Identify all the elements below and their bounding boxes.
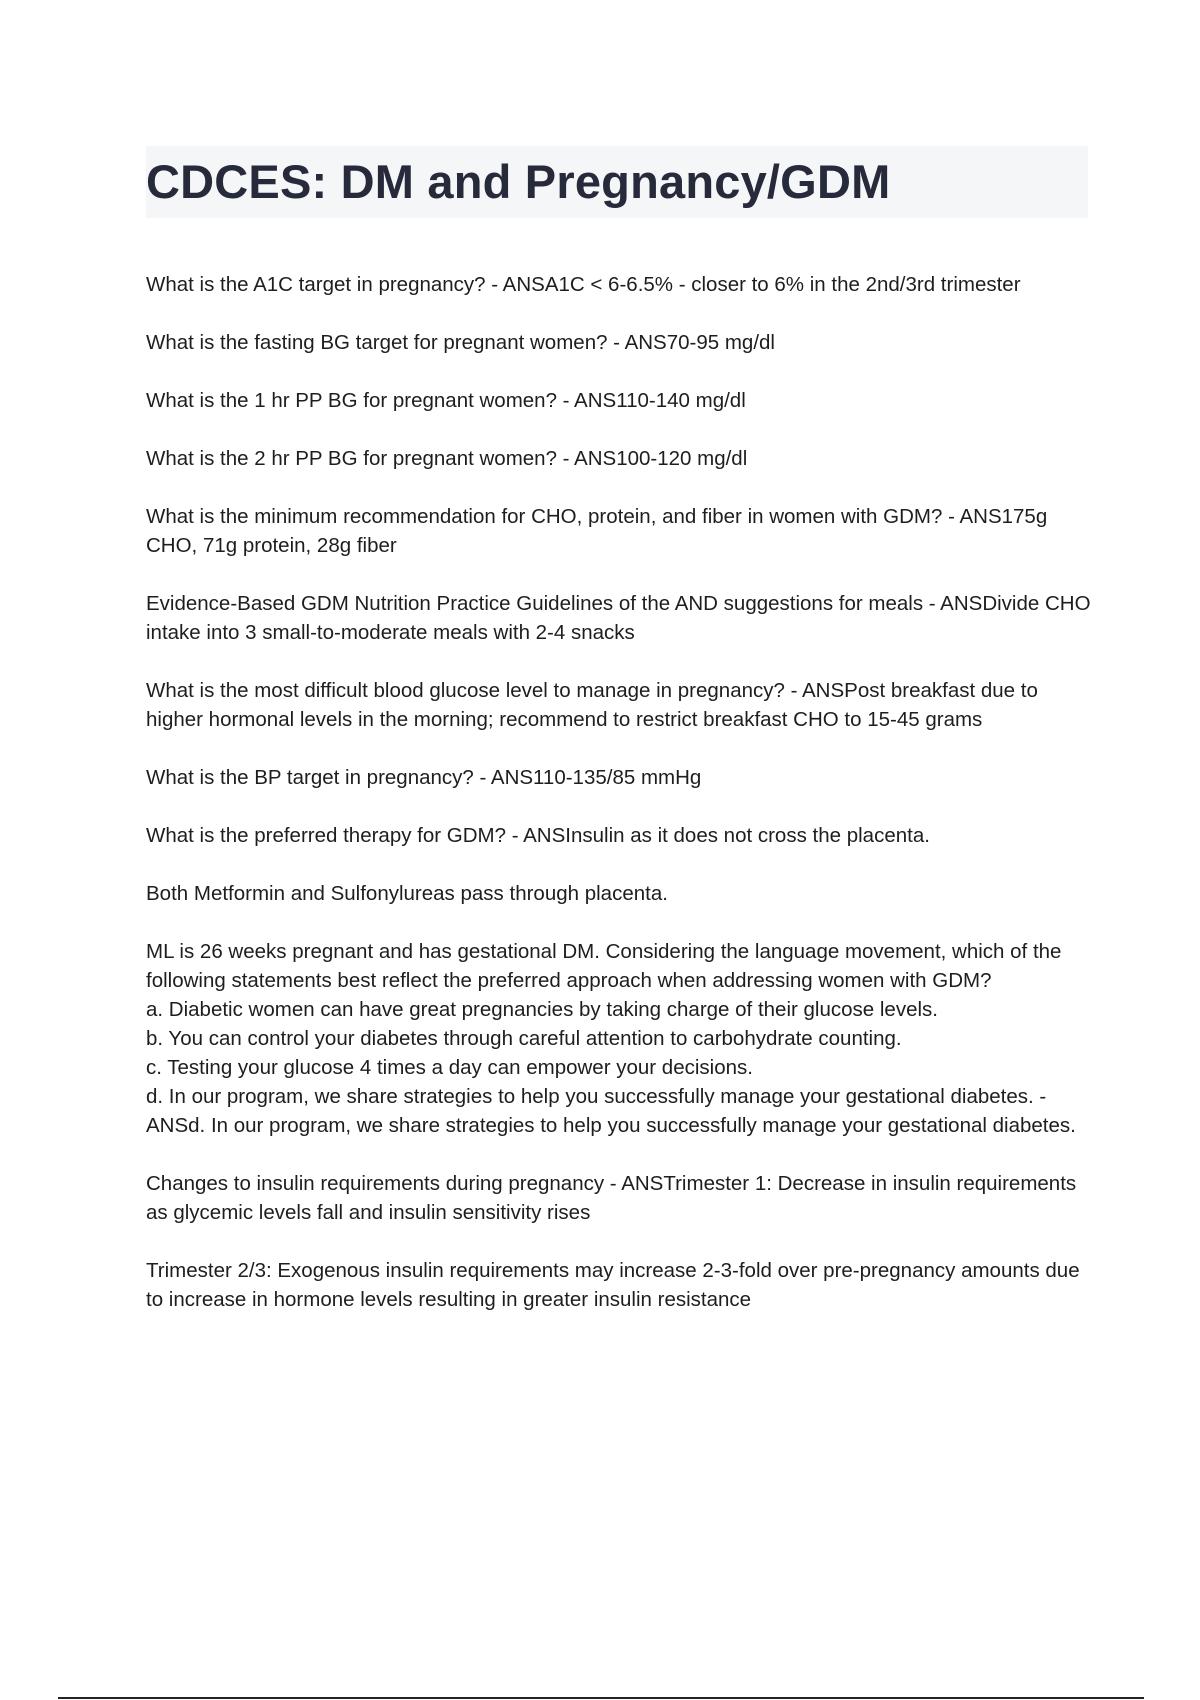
footer-divider (58, 1697, 1144, 1699)
paragraph-insulin-changes: Changes to insulin requirements during pregnancy - ANSTrimester 1: Decrease in insulin requirements as glycemic levels fall and insulin sensitivity rises (146, 1172, 1077, 1224)
document-body (146, 270, 1096, 1343)
question-option-c: c. Testing your glucose 4 times a day can empower your decisions. (146, 1056, 753, 1079)
paragraph-metformin-note: Both Metformin and Sulfonylureas pass through placenta. (146, 882, 668, 905)
question-block (146, 937, 1096, 1140)
paragraph-cho-protein-fiber: What is the minimum recommendation for CHO, protein, and fiber in women with GDM? - ANS175g CHO, 71g protein, 28g fiber (146, 505, 1048, 557)
paragraph-preferred-therapy: What is the preferred therapy for GDM? - ANSInsulin as it does not cross the placenta. (146, 824, 930, 847)
paragraph-fasting-bg: What is the fasting BG target for pregnant women? - ANS70-95 mg/dl (146, 331, 775, 354)
paragraph-trimester-2-3: Trimester 2/3: Exogenous insulin requirements may increase 2-3-fold over pre-pregnancy amounts due to increase in hormone levels resulting in greater insulin resistance (146, 1259, 1080, 1311)
question-stem: ML is 26 weeks pregnant and has gestational DM. Considering the language movement, which of the following statements best reflect the preferred approach when addressing women with GDM? (146, 940, 1062, 992)
question-option-d: d. In our program, we share strategies to help you successfully manage your gestational diabetes. - ANSd. In our program, we share strategies to help you successfully manage your gestational diabetes. (146, 1085, 1076, 1137)
paragraph-1hr-pp-bg: What is the 1 hr PP BG for pregnant women? - ANS110-140 mg/dl (146, 389, 746, 412)
paragraph-difficult-bg: What is the most difficult blood glucose level to manage in pregnancy? - ANSPost breakfast due to higher hormonal levels in the morning; recommend to restrict breakfast CHO to 15-45 grams (146, 679, 1038, 731)
question-option-a: a. Diabetic women can have great pregnancies by taking charge of their glucose levels. (146, 998, 938, 1021)
paragraph-2hr-pp-bg: What is the 2 hr PP BG for pregnant women? - ANS100-120 mg/dl (146, 447, 748, 470)
question-option-b: b. You can control your diabetes through careful attention to carbohydrate counting. (146, 1027, 902, 1050)
paragraph-a1c-target: What is the A1C target in pregnancy? - ANSA1C < 6-6.5% - closer to 6% in the 2nd/3rd trimester (146, 273, 1021, 296)
page-title: CDCES: DM and Pregnancy/GDM (146, 155, 891, 208)
paragraph-bp-target: What is the BP target in pregnancy? - ANS110-135/85 mmHg (146, 766, 702, 789)
paragraph-nutrition-guidelines: Evidence-Based GDM Nutrition Practice Guidelines of the AND suggestions for meals - ANSDivide CHO intake into 3 small-to-moderate meals with 2-4 snacks (146, 592, 1091, 644)
